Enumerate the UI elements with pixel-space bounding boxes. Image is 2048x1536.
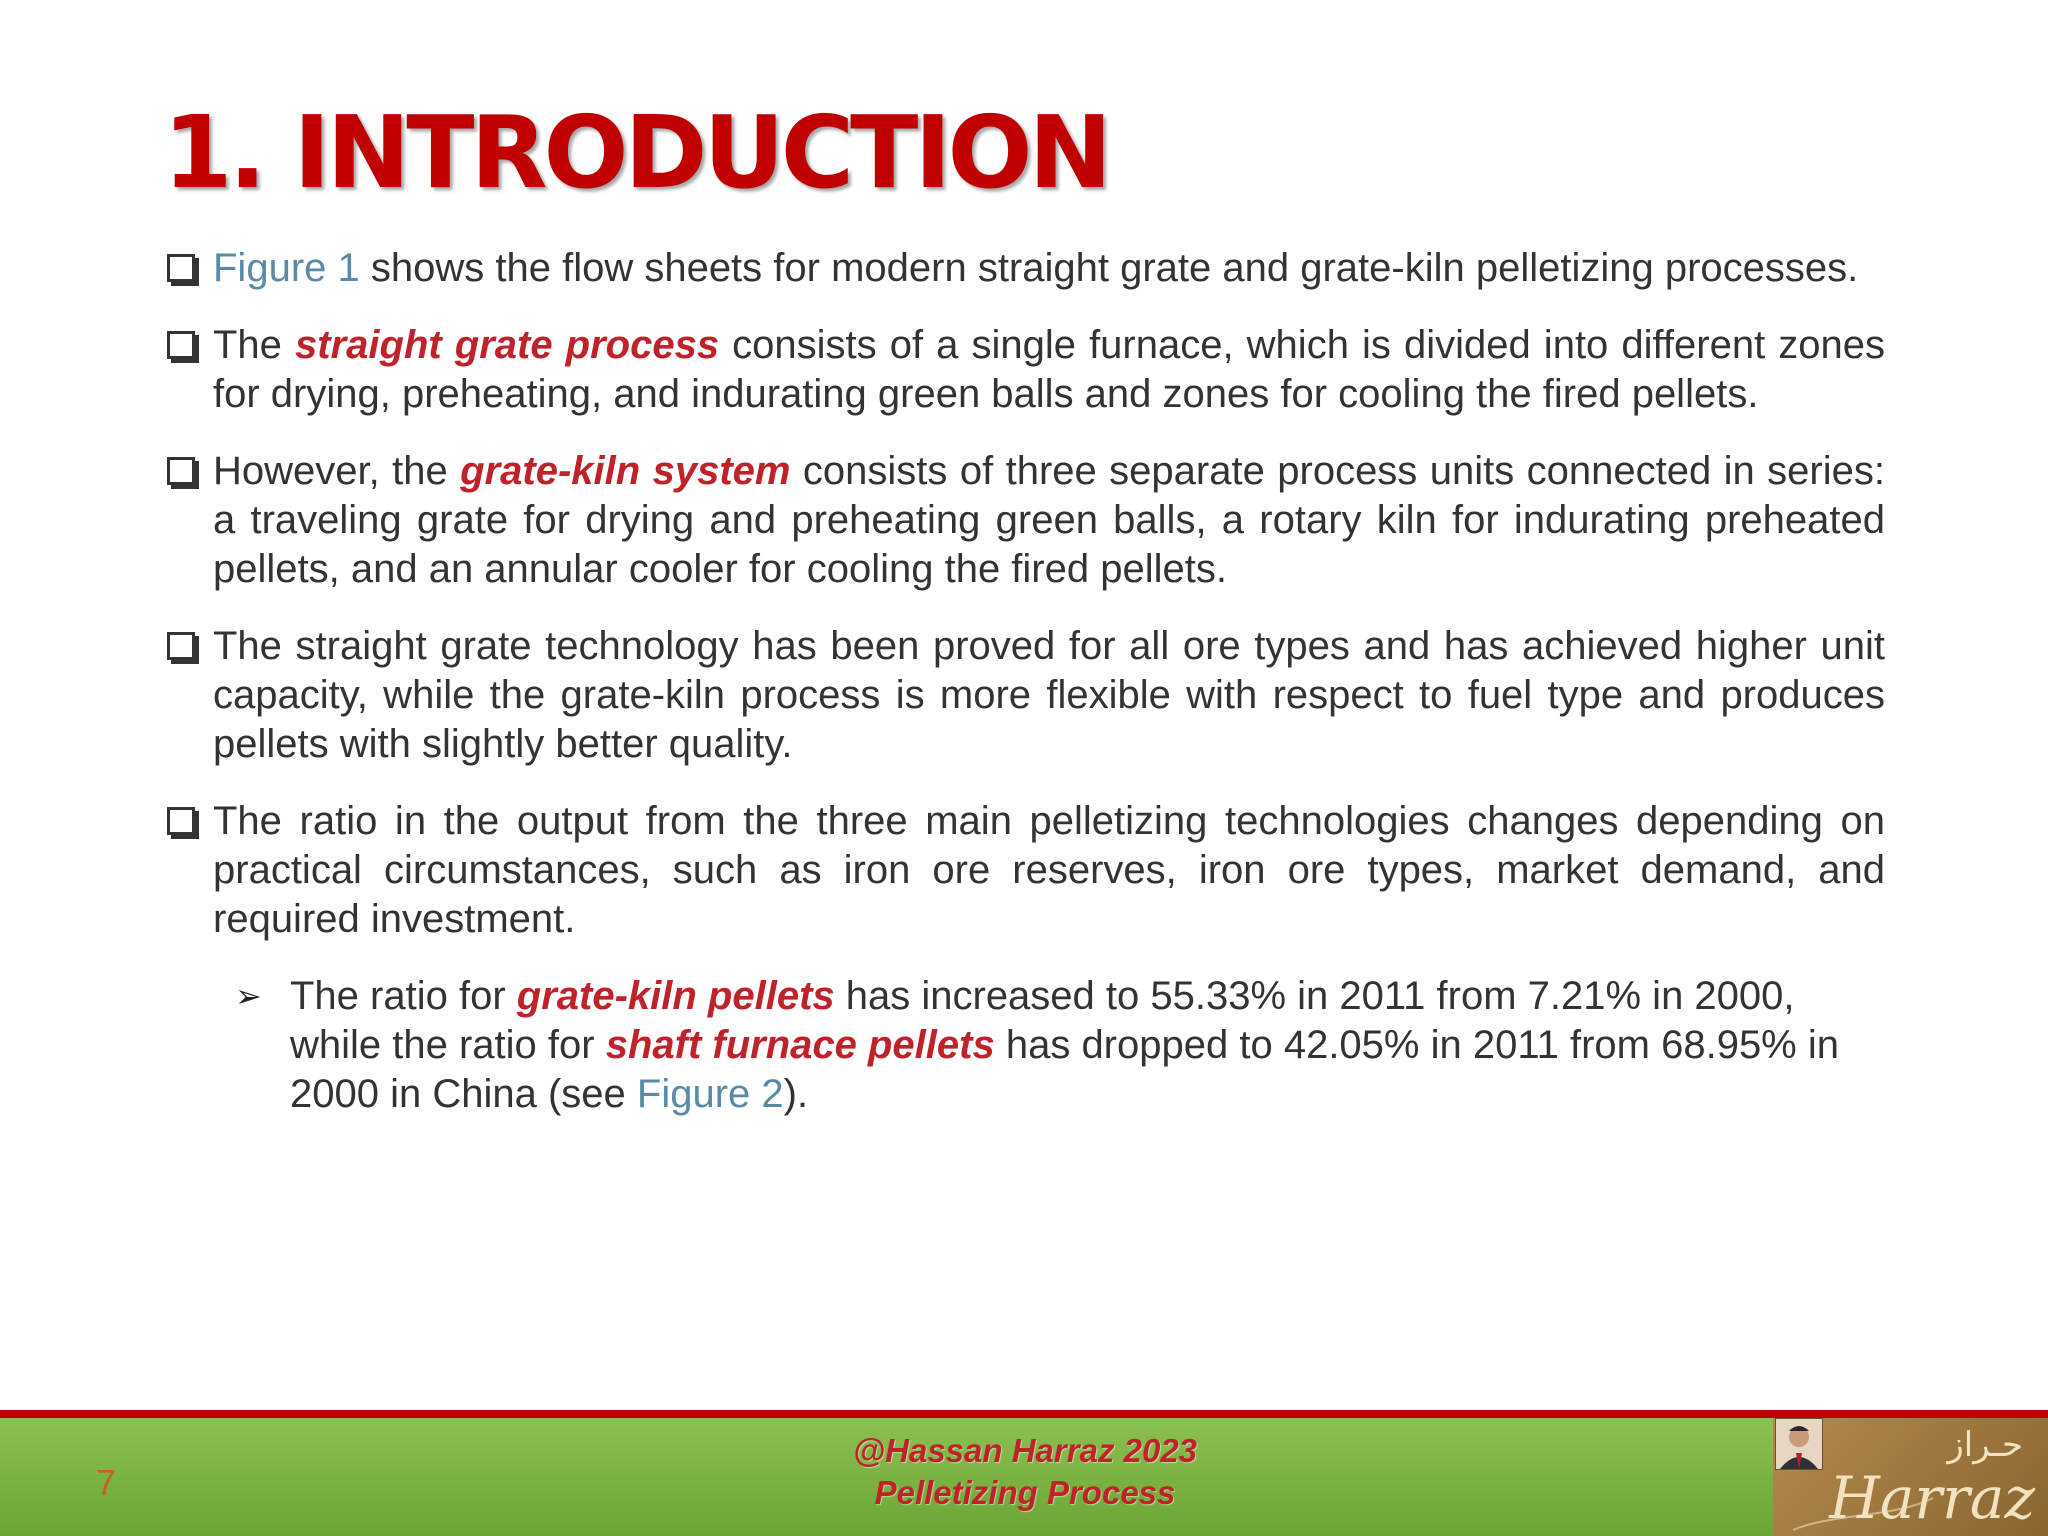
- arrow-bullet-icon: ➢: [235, 977, 262, 1015]
- figure-1-link[interactable]: Figure 1: [213, 246, 360, 290]
- square-bullet-icon: [167, 632, 195, 660]
- text-run: However, the: [213, 449, 461, 493]
- bullet-1-text: [213, 246, 1858, 290]
- sub-bullet-text: [290, 974, 1839, 1116]
- text-run: consists of a single furnace, which is divided into different zones for drying, preheating, and indurating green balls and zones for cooling the fired pellets.: [213, 323, 1885, 416]
- bullet-item: [163, 622, 1885, 769]
- bullet-item: [163, 797, 1885, 944]
- footer-author: @Hassan Harraz 2023: [852, 1432, 1198, 1469]
- text-run: consists of three separate process units connected in series: a traveling grate for drying and preheating green balls, a rotary kiln for indurating preheated pellets, and an annular cooler for cooling the fired pellets.: [213, 449, 1885, 591]
- highlight-grate-kiln-pellets: grate-kiln pellets: [516, 974, 835, 1018]
- author-portrait: [1776, 1419, 1822, 1469]
- square-bullet-icon: [167, 807, 195, 835]
- bullet-item: [163, 321, 1885, 419]
- text-run: has increased to 55.33% in 2011 from 7.21% in 2000, while the ratio for: [290, 974, 1795, 1067]
- bullet-3-text: [213, 449, 1885, 591]
- square-bullet-icon: [167, 254, 195, 282]
- avatar: [1775, 1418, 1823, 1470]
- square-bullet-icon: [167, 457, 195, 485]
- bullet-5-text: The ratio in the output from the three main pelletizing technologies changes depending on practical circumstances, such as iron ore reserves, iron ore types, market demand, and required investment.: [213, 799, 1885, 941]
- square-bullet-icon: [167, 331, 195, 359]
- text-run: ).: [783, 1072, 809, 1116]
- bullet-item: [163, 244, 1885, 293]
- sub-bullet-item: [235, 972, 1885, 1119]
- text-run: The: [213, 323, 296, 367]
- slide-content: [163, 244, 1885, 1119]
- bullet-2-text: [213, 323, 1885, 416]
- text-run: has dropped to 42.05% in 2011 from 68.95% in 2000 in China (see: [290, 1023, 1839, 1116]
- highlight-shaft-furnace-pellets: shaft furnace pellets: [605, 1023, 995, 1067]
- text-run: shows the flow sheets for modern straight grate and grate-kiln pelletizing processes.: [359, 246, 1859, 290]
- highlight-grate-kiln-system: grate-kiln system: [460, 449, 791, 493]
- footer-rule: [0, 1410, 2048, 1418]
- figure-2-link[interactable]: Figure 2: [636, 1072, 784, 1116]
- text-run: The ratio for: [290, 974, 517, 1018]
- logo-latin: Harraz: [1829, 1464, 2035, 1532]
- logo-arabic: حـراز: [1947, 1425, 2023, 1465]
- bullet-item: [163, 447, 1885, 594]
- slide-title: 1. INTRODUCTION: [163, 94, 1109, 211]
- page-number: 7: [96, 1462, 117, 1503]
- footer-topic: Pelletizing Process: [874, 1474, 1176, 1511]
- bullet-4-text: The straight grate technology has been proved for all ore types and has achieved higher unit capacity, while the grate-kiln process is more flexible with respect to fuel type and produces pellets with slightly better quality.: [213, 624, 1885, 766]
- highlight-straight-grate: straight grate process: [295, 323, 720, 367]
- footer-credit: [700, 1430, 1350, 1514]
